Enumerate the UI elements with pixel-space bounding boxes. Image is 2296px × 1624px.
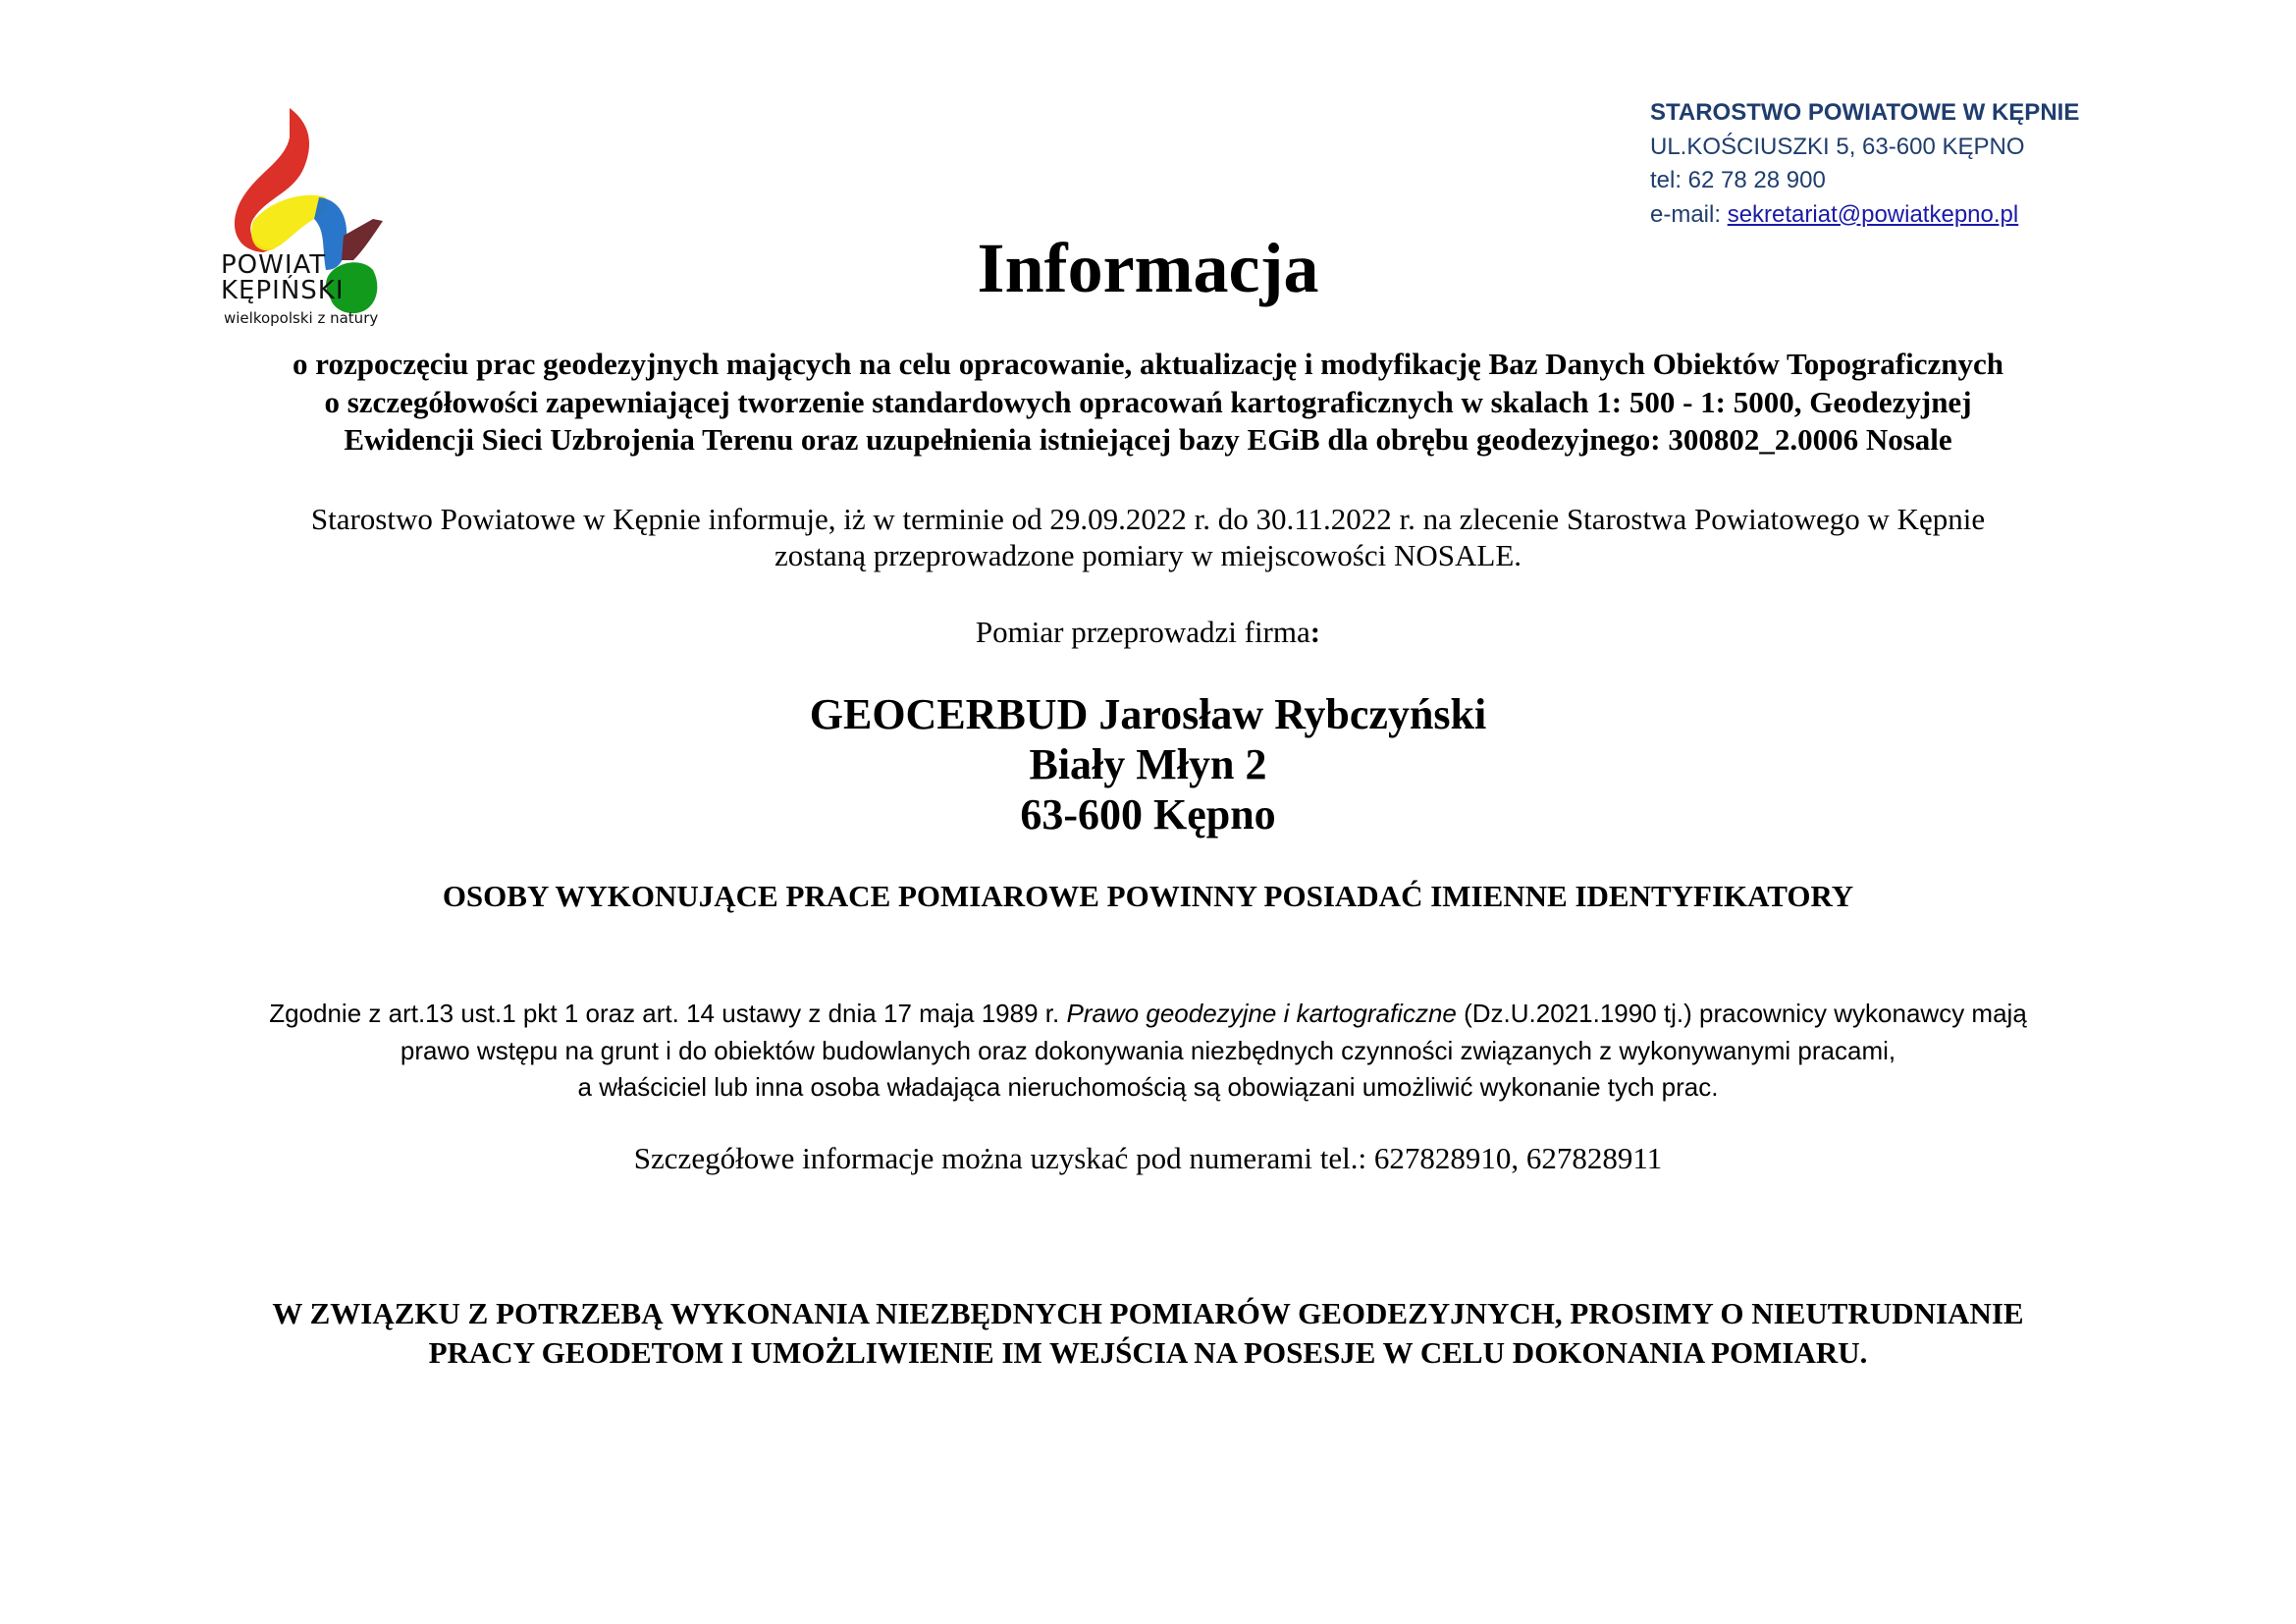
contractor-intro-text: Pomiar przeprowadzi firma bbox=[975, 615, 1310, 649]
contact-details: Szczegółowe informacje można uzyskać pod numerami tel.: 627828910, 627828911 bbox=[633, 1141, 1663, 1175]
legal-line: prawo wstępu na grunt i do obiektów budowlanych oraz dokonywania niezbędnych czynności związanych z wykonywanymi pracami, bbox=[400, 1035, 1896, 1065]
email-link[interactable]: sekretariat@powiatkepno.pl bbox=[1727, 200, 2019, 228]
company-block bbox=[0, 689, 2296, 839]
subject-paragraph bbox=[0, 346, 2296, 460]
contractor-intro-colon: : bbox=[1309, 615, 1321, 649]
company-city: 63-600 Kępno bbox=[1020, 790, 1276, 839]
contractor-intro bbox=[0, 615, 2296, 650]
company-street: Biały Młyn 2 bbox=[1029, 740, 1267, 788]
announcement-line: zostaną przeprowadzone pomiary w miejscowości NOSALE. bbox=[774, 538, 1522, 572]
announcement-paragraph bbox=[0, 501, 2296, 573]
badge-requirement-notice: OSOBY WYKONUJĄCE PRACE POMIAROWE POWINNY POSIADAĆ IMIENNE IDENTYFIKATORY bbox=[442, 879, 1854, 913]
subject-line: o rozpoczęciu prac geodezyjnych mających na celu opracowanie, aktualizację i modyfikację Baz Danych Obiektów Topograficznych bbox=[293, 347, 2003, 381]
office-email-line bbox=[1650, 198, 2079, 233]
email-label: e-mail: bbox=[1650, 200, 1728, 228]
logo-line1: POWIAT bbox=[221, 250, 327, 280]
law-title: Prawo geodezyjne i kartograficzne bbox=[1066, 999, 1457, 1028]
page-title: Informacja bbox=[977, 229, 1319, 307]
announcement-line: Starostwo Powiatowe w Kępnie informuje, iż w terminie od 29.09.2022 r. do 30.11.2022 r. na zlecenie Starostwa Powiatowego w Kępnie bbox=[310, 502, 1986, 536]
legal-line1-post: (Dz.U.2021.1990 tj.) pracownicy wykonawcy mają bbox=[1456, 999, 2027, 1028]
office-name: STAROSTWO POWIATOWE W KĘPNIE bbox=[1650, 99, 2080, 126]
logo-tagline: wielkopolski z natury bbox=[224, 309, 379, 327]
subject-line: o szczegółowości zapewniającej tworzenie standardowych opracowań kartograficznych w skalach 1: 500 - 1: 5000, Geodezyjnej bbox=[324, 384, 1972, 419]
appeal-notice bbox=[0, 1294, 2296, 1373]
legal-line bbox=[0, 996, 2296, 1033]
legal-line1-pre: Zgodnie z art.13 ust.1 pkt 1 oraz art. 14 ustawy z dnia 17 maja 1989 r. bbox=[269, 999, 1067, 1028]
office-contact-block bbox=[1650, 96, 2079, 232]
legal-line: a właściciel lub inna osoba władająca nieruchomością są obowiązani umożliwić wykonanie tych prac. bbox=[577, 1072, 1719, 1102]
appeal-line: PRACY GEODETOM I UMOŻLIWIENIE IM WEJŚCIA NA POSESJE W CELU DOKONANIA POMIARU. bbox=[428, 1335, 1868, 1370]
logo-line2: KĘPIŃSKI bbox=[221, 276, 345, 305]
company-name: GEOCERBUD Jarosław Rybczyński bbox=[809, 690, 1487, 738]
office-address: UL.KOŚCIUSZKI 5, 63-600 KĘPNO bbox=[1650, 133, 2025, 160]
subject-line: Ewidencji Sieci Uzbrojenia Terenu oraz uzupełnienia istniejącej bazy EGiB dla obrębu geodezyjnego: 300802_2.0006 Nosale bbox=[344, 422, 1952, 457]
legal-basis-paragraph bbox=[0, 996, 2296, 1107]
appeal-line: W ZWIĄZKU Z POTRZEBĄ WYKONANIA NIEZBĘDNYCH POMIARÓW GEODEZYJNYCH, PROSIMY O NIEUTRUDNIANIE bbox=[272, 1296, 2024, 1330]
office-phone: tel: 62 78 28 900 bbox=[1650, 167, 1826, 193]
